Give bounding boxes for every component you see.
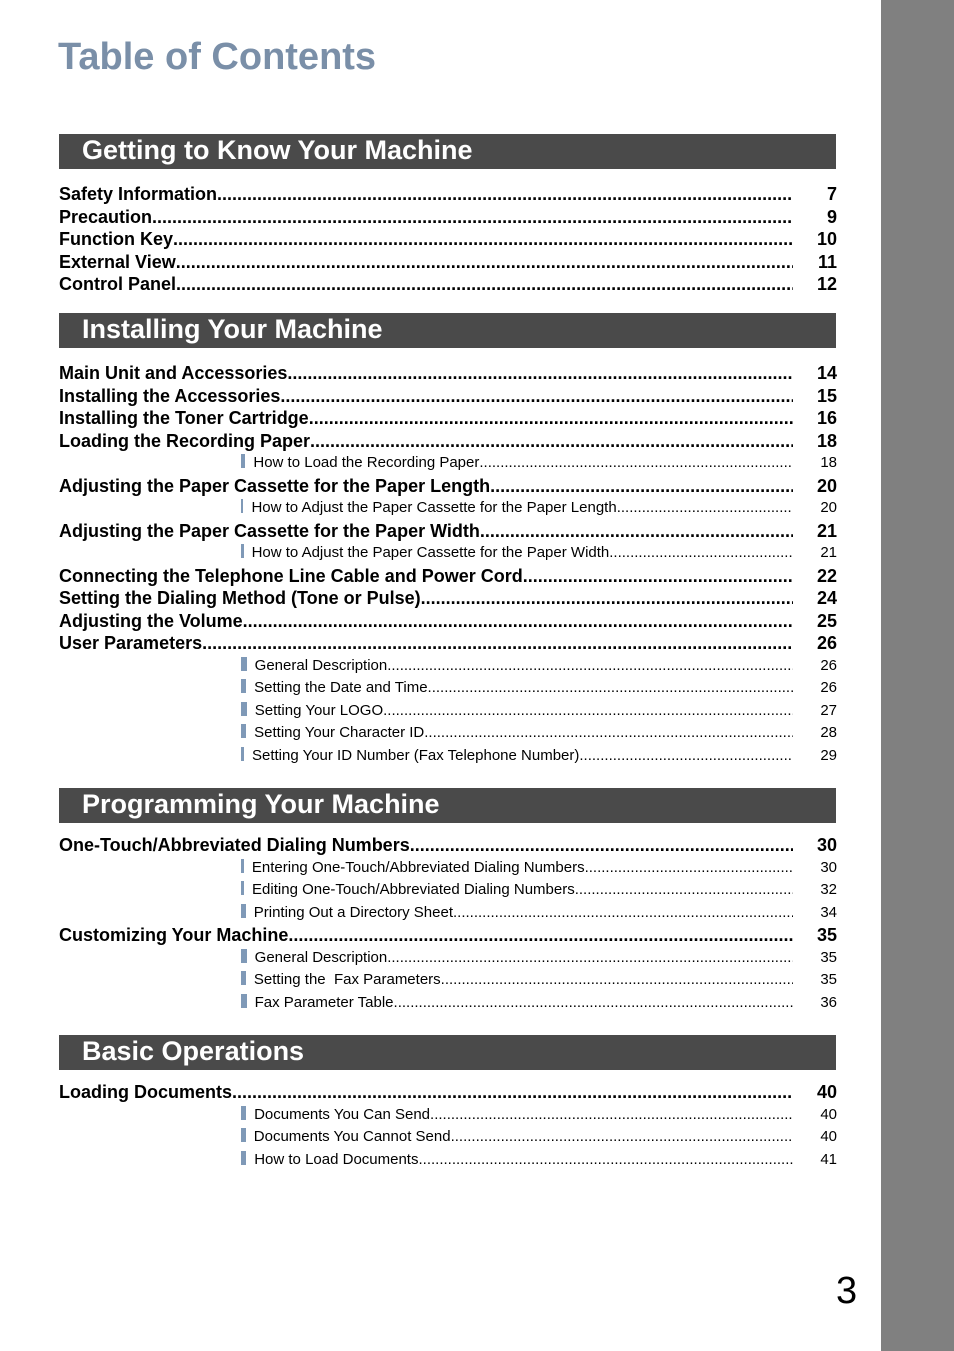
toc-entry[interactable]: [59, 251, 837, 274]
entry-label: Setting the Dialing Method (Tone or Pulse): [59, 588, 421, 608]
square-bullet-icon: [241, 724, 246, 738]
entry-page: 27: [820, 701, 837, 719]
entry-page: 29: [820, 746, 837, 764]
section-entries-getting-to-know: [59, 183, 837, 296]
page-number: 3: [836, 1270, 858, 1312]
entry-page: 20: [820, 499, 837, 516]
entry-page: 26: [820, 656, 837, 674]
square-bullet-icon: [241, 499, 243, 513]
dot-leader: [480, 520, 793, 543]
entry-page: 22: [816, 565, 837, 586]
square-bullet-icon: [241, 544, 244, 558]
dot-leader: [428, 677, 793, 700]
toc-entry[interactable]: [59, 273, 837, 296]
toc-subentry[interactable]: [59, 700, 837, 723]
square-bullet-icon: [241, 1151, 246, 1165]
entry-page: 40: [820, 1105, 837, 1123]
square-bullet-icon: [241, 454, 245, 468]
entry-label: Loading Documents: [59, 1082, 233, 1102]
entry-page: 7: [826, 184, 837, 204]
square-bullet-icon: [241, 1128, 246, 1142]
toc-entry[interactable]: [59, 475, 837, 498]
dot-leader: [579, 745, 793, 768]
entry-page: 41: [820, 1150, 837, 1168]
entry-label: Setting Your LOGO: [254, 701, 384, 719]
toc-entry[interactable]: [59, 610, 837, 633]
dot-leader: [280, 385, 793, 408]
toc-subentry[interactable]: [59, 1126, 837, 1149]
dot-leader: [451, 1126, 793, 1149]
toc-subentry[interactable]: [59, 857, 837, 880]
dot-leader: [394, 992, 793, 1015]
entry-label: Function Key: [59, 229, 174, 249]
toc-entry[interactable]: [59, 228, 837, 251]
entry-label: Connecting the Telephone Line Cable and Power Cord: [59, 565, 523, 586]
toc-entry[interactable]: [59, 632, 837, 655]
toc-subentry[interactable]: [59, 992, 837, 1015]
entry-page: 34: [820, 903, 837, 921]
dot-leader: [523, 565, 793, 588]
dot-leader: [243, 610, 793, 633]
entry-label: Adjusting the Paper Cassette for the Paper Length: [59, 475, 491, 496]
dot-leader: [202, 632, 793, 655]
entry-page: 40: [816, 1082, 837, 1102]
toc-subentry[interactable]: [59, 1149, 837, 1172]
entry-label: Loading the Recording Paper: [59, 430, 311, 451]
section-heading-basic-operations: Basic Operations: [59, 1035, 836, 1070]
square-bullet-icon: [241, 747, 244, 761]
dot-leader: [383, 700, 793, 723]
toc-entry[interactable]: [59, 362, 837, 385]
dot-leader: [232, 1081, 793, 1104]
dot-leader: [309, 407, 793, 430]
square-bullet-icon: [241, 657, 247, 671]
toc-subentry[interactable]: [59, 722, 837, 745]
entry-label: Safety Information: [59, 184, 218, 204]
dot-leader: [441, 969, 793, 992]
entry-page: 36: [820, 993, 837, 1011]
entry-label: Documents You Can Send: [254, 1105, 431, 1123]
entry-label: Editing One-Touch/Abbreviated Dialing Numbers: [252, 881, 575, 898]
dot-leader: [173, 228, 793, 251]
toc-subentry[interactable]: [59, 969, 837, 992]
dot-leader: [424, 722, 793, 745]
section-entries-basic-operations: [59, 1081, 837, 1171]
entry-label: Entering One-Touch/Abbreviated Dialing Numbers: [251, 858, 585, 876]
toc-entry[interactable]: [59, 407, 837, 430]
entry-page: 25: [816, 610, 837, 631]
toc-subentry[interactable]: [59, 745, 837, 768]
entry-label: Fax Parameter Table: [254, 993, 394, 1011]
toc-entry[interactable]: [59, 520, 837, 543]
square-bullet-icon: [241, 702, 247, 716]
dot-leader: [575, 879, 793, 902]
entry-label: Documents You Cannot Send: [253, 1128, 451, 1145]
toc-subentry[interactable]: [59, 879, 837, 902]
dot-leader: [585, 857, 793, 880]
entry-label: How to Load Documents: [254, 1150, 419, 1168]
entry-page: 28: [820, 724, 837, 741]
toc-entry[interactable]: [59, 430, 837, 453]
entry-page: 21: [816, 520, 837, 541]
toc-subentry[interactable]: [59, 655, 837, 678]
dot-leader: [176, 273, 793, 296]
dot-leader: [288, 924, 793, 947]
entry-label: How to Adjust the Paper Cassette for the Paper Length: [251, 499, 617, 516]
square-bullet-icon: [241, 881, 244, 895]
entry-page: 12: [816, 274, 837, 294]
entry-label: Installing the Toner Cartridge: [59, 408, 309, 428]
dot-leader: [387, 655, 793, 678]
dot-leader: [617, 497, 793, 520]
dot-leader: [310, 430, 793, 453]
dot-leader: [421, 587, 793, 610]
entry-page: 35: [820, 971, 837, 988]
entry-label: General Description: [254, 948, 388, 966]
dot-leader: [453, 902, 793, 925]
entry-label: Setting the Fax Parameters: [253, 971, 441, 988]
section-heading-getting-to-know: Getting to Know Your Machine: [59, 134, 836, 169]
entry-label: Adjusting the Paper Cassette for the Paper Width: [59, 520, 480, 541]
toc-entry[interactable]: [59, 924, 837, 947]
entry-page: 10: [816, 229, 837, 249]
dot-leader: [490, 475, 793, 498]
entry-page: 40: [820, 1128, 837, 1145]
entry-page: 9: [826, 206, 837, 227]
square-bullet-icon: [241, 904, 246, 918]
toc-entry[interactable]: [59, 587, 837, 610]
entry-label: Printing Out a Directory Sheet: [253, 903, 453, 921]
entry-label: One-Touch/Abbreviated Dialing Numbers: [59, 835, 410, 855]
dot-leader: [152, 206, 793, 229]
dot-leader: [430, 1104, 793, 1127]
toc-subentry[interactable]: [59, 542, 837, 565]
entry-page: 16: [816, 408, 837, 428]
entry-label: General Description: [254, 656, 388, 674]
entry-page: 24: [816, 588, 837, 608]
entry-page: 18: [820, 454, 837, 471]
entry-page: 18: [816, 430, 837, 451]
entry-label: Main Unit and Accessories: [59, 363, 288, 383]
square-bullet-icon: [241, 859, 244, 873]
toc-subentry[interactable]: [59, 947, 837, 970]
toc-entry[interactable]: [59, 1081, 837, 1104]
page-title: Table of Contents: [58, 36, 377, 78]
square-bullet-icon: [241, 994, 247, 1008]
dot-leader: [479, 452, 793, 475]
entry-label: Setting Your Character ID: [254, 724, 425, 741]
square-bullet-icon: [241, 1106, 246, 1120]
page-edge-bar: [881, 0, 954, 1351]
dot-leader: [418, 1149, 793, 1172]
entry-label: Installing the Accessories: [59, 385, 281, 406]
dot-leader: [609, 542, 793, 565]
toc-subentry[interactable]: [59, 497, 837, 520]
toc-subentry[interactable]: [59, 1104, 837, 1127]
entry-page: 21: [820, 544, 837, 561]
dot-leader: [387, 947, 793, 970]
toc-entry[interactable]: [59, 183, 837, 206]
dot-leader: [176, 251, 793, 274]
dot-leader: [410, 834, 793, 857]
entry-label: Setting the Date and Time: [254, 679, 428, 696]
toc-entry[interactable]: [59, 385, 837, 408]
square-bullet-icon: [241, 679, 246, 693]
section-heading-programming: Programming Your Machine: [59, 788, 836, 823]
toc-entry[interactable]: [59, 206, 837, 229]
square-bullet-icon: [241, 949, 247, 963]
entry-page: 20: [816, 475, 837, 496]
entry-label: Setting Your ID Number (Fax Telephone Number): [251, 746, 580, 764]
toc-subentry[interactable]: [59, 452, 837, 475]
entry-label: Adjusting the Volume: [59, 610, 243, 631]
entry-label: How to Load the Recording Paper: [253, 454, 480, 471]
entry-page: 11: [817, 251, 837, 272]
square-bullet-icon: [241, 971, 246, 985]
entry-label: External View: [59, 251, 176, 272]
toc-subentry[interactable]: [59, 902, 837, 925]
entry-page: 35: [816, 925, 837, 945]
entry-label: User Parameters: [59, 633, 203, 653]
entry-page: 26: [820, 679, 837, 696]
toc-subentry[interactable]: [59, 677, 837, 700]
dot-leader: [287, 362, 793, 385]
entry-page: 30: [816, 835, 837, 855]
section-entries-programming: [59, 834, 837, 1014]
section-entries-installing: [59, 362, 837, 767]
entry-label: How to Adjust the Paper Cassette for the Paper Width: [251, 544, 610, 561]
entry-page: 32: [820, 881, 837, 898]
dot-leader: [217, 183, 793, 206]
entry-page: 35: [820, 948, 837, 966]
toc-entry[interactable]: [59, 565, 837, 588]
entry-label: Precaution: [59, 206, 153, 227]
entry-page: 30: [820, 858, 837, 876]
section-heading-installing: Installing Your Machine: [59, 313, 836, 348]
toc-entry[interactable]: [59, 834, 837, 857]
entry-page: 15: [816, 385, 837, 406]
entry-page: 14: [816, 363, 837, 383]
entry-label: Customizing Your Machine: [59, 925, 289, 945]
entry-label: Control Panel: [59, 274, 177, 294]
entry-page: 26: [816, 633, 837, 653]
